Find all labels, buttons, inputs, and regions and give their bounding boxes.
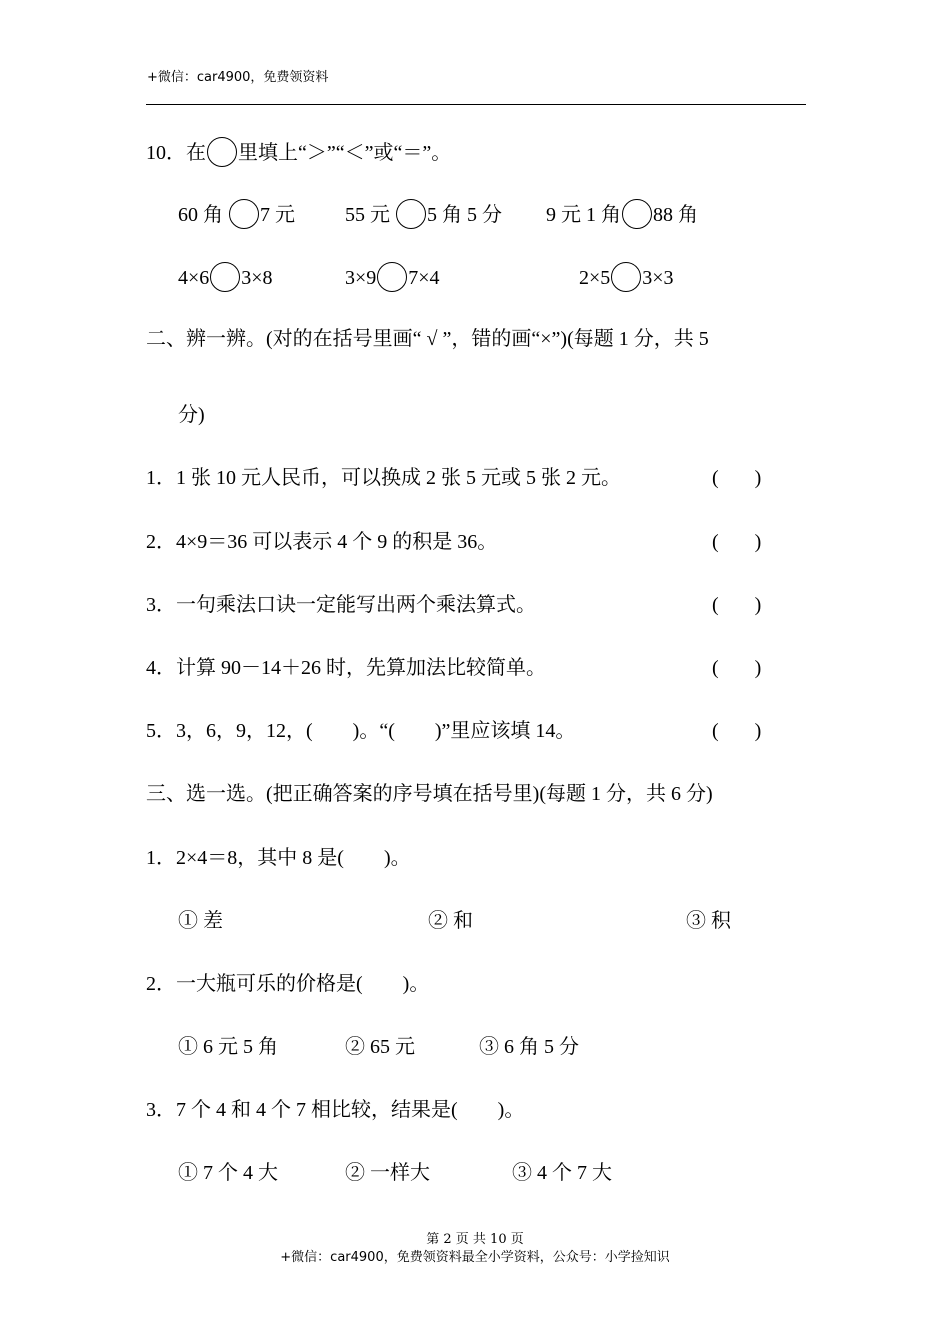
compare-left: 4×6 [178, 267, 210, 289]
compare-right: 5 角 5 分 [427, 204, 502, 226]
judge-paren-5[interactable]: ( ) [712, 720, 762, 742]
answer-circle[interactable] [210, 262, 240, 292]
judge-item-4: 4．计算 90－14＋26 时，先算加法比较简单。 [146, 657, 546, 679]
q10-pre: 在 [186, 142, 206, 164]
judge-item-2: 2．4×9＝36 可以表示 4 个 9 的积是 36。 [146, 531, 498, 553]
compare-left: 2×5 [579, 267, 611, 289]
compare-left: 55 元 [345, 204, 390, 226]
footer-note: +微信：car4900，免费领资料最全小学资料，公众号：小学捡知识 [280, 1250, 670, 1265]
answer-circle[interactable] [207, 137, 237, 167]
choice-q2-stem: 2．一大瓶可乐的价格是( )。 [146, 973, 430, 995]
compare-left: 3×9 [345, 267, 377, 289]
q10-row2-item3 [579, 262, 674, 292]
answer-circle[interactable] [377, 262, 407, 292]
q10-stem [146, 137, 451, 167]
choice-q1-option-1[interactable]: ① 差 [178, 910, 223, 932]
choice-q3-option-2[interactable]: ② 一样大 [345, 1162, 430, 1184]
choice-q2-option-1[interactable]: ① 6 元 5 角 [178, 1036, 278, 1058]
judge-paren-4[interactable]: ( ) [712, 657, 762, 679]
answer-circle[interactable] [396, 199, 426, 229]
header-note: +微信：car4900，免费领资料 [147, 70, 329, 85]
q10-row2-item2 [345, 262, 440, 292]
answer-circle[interactable] [622, 199, 652, 229]
answer-circle[interactable] [229, 199, 259, 229]
judge-item-3: 3．一句乘法口诀一定能写出两个乘法算式。 [146, 594, 536, 616]
choice-q2-option-3[interactable]: ③ 6 角 5 分 [479, 1036, 579, 1058]
section3-title: 三、选一选。(把正确答案的序号填在括号里)(每题 1 分，共 6 分) [146, 783, 713, 805]
compare-right: 7×4 [408, 267, 440, 289]
compare-right: 88 角 [653, 204, 698, 226]
compare-left: 60 角 [178, 204, 223, 226]
header-rule [146, 104, 806, 105]
compare-right: 7 元 [260, 204, 295, 226]
q10-row1-item3 [546, 199, 698, 229]
choice-q2-option-2[interactable]: ② 65 元 [345, 1036, 415, 1058]
q10-row1-item2 [345, 199, 502, 229]
choice-q3-stem: 3．7 个 4 和 4 个 7 相比较，结果是( )。 [146, 1099, 525, 1121]
choice-q3-option-3[interactable]: ③ 4 个 7 大 [512, 1162, 612, 1184]
judge-item-1: 1．1 张 10 元人民币，可以换成 2 张 5 元或 5 张 2 元。 [146, 467, 621, 489]
q10-row2-item1 [178, 262, 273, 292]
answer-circle[interactable] [611, 262, 641, 292]
judge-paren-2[interactable]: ( ) [712, 531, 762, 553]
compare-right: 3×8 [241, 267, 273, 289]
judge-item-5: 5．3，6，9，12，( )。“( )”里应该填 14。 [146, 720, 576, 742]
q10-row1-item1 [178, 199, 295, 229]
choice-q1-option-2[interactable]: ② 和 [428, 910, 473, 932]
section2-title-cont: 分) [178, 404, 205, 426]
judge-paren-3[interactable]: ( ) [712, 594, 762, 616]
choice-q1-stem: 1．2×4＝8，其中 8 是( )。 [146, 847, 411, 869]
choice-q1-option-3[interactable]: ③ 积 [686, 910, 731, 932]
q10-post: 里填上“＞”“＜”或“＝”。 [238, 142, 452, 164]
q10-number: 10． [146, 142, 186, 164]
choice-q3-option-1[interactable]: ① 7 个 4 大 [178, 1162, 278, 1184]
page-number: 第 2 页 共 10 页 [426, 1232, 524, 1247]
section2-title: 二、辨一辨。(对的在括号里画“ √ ”，错的画“×”)(每题 1 分，共 5 [146, 328, 709, 350]
judge-paren-1[interactable]: ( ) [712, 467, 762, 489]
compare-left: 9 元 1 角 [546, 204, 621, 226]
compare-right: 3×3 [642, 267, 674, 289]
